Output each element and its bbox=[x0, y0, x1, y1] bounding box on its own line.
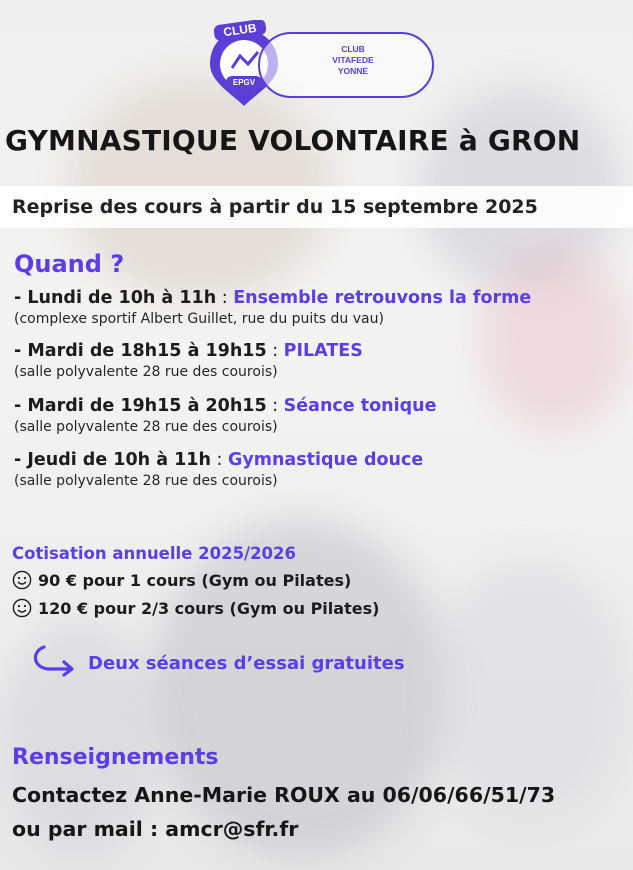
schedule-place: (salle polyvalente 28 rue des courois) bbox=[14, 419, 278, 435]
curved-arrow-icon bbox=[30, 643, 80, 677]
page-title: GYMNASTIQUE VOLONTAIRE à GRON bbox=[5, 124, 581, 157]
schedule-sep: : bbox=[216, 288, 234, 308]
price-item bbox=[12, 570, 351, 590]
schedule-sep: : bbox=[266, 396, 284, 416]
schedule-item bbox=[14, 341, 624, 380]
schedule-activity: Gymnastique douce bbox=[227, 450, 424, 470]
contact-phone: Contactez Anne-Marie ROUX au 06/06/66/51/73 bbox=[12, 783, 556, 807]
logo-line-3: YONNE bbox=[337, 66, 369, 76]
subtitle: Reprise des cours à partir du 15 septembre 2025 bbox=[12, 196, 538, 218]
smiley-icon bbox=[12, 598, 32, 618]
cotisation-heading: Cotisation annuelle 2025/2026 bbox=[12, 544, 296, 563]
schedule-when: - Lundi de 10h à 11h bbox=[14, 288, 217, 308]
schedule-sep: : bbox=[266, 341, 284, 361]
schedule-when: - Mardi de 18h15 à 19h15 bbox=[14, 341, 267, 361]
badge-text: CLUB bbox=[222, 20, 258, 40]
price-text: 90 € pour 1 cours (Gym ou Pilates) bbox=[38, 571, 352, 590]
logo-line-2: VITAFEDE bbox=[332, 55, 374, 65]
schedule-activity: PILATES bbox=[283, 341, 363, 361]
schedule-when: - Mardi de 19h15 à 20h15 bbox=[14, 396, 267, 416]
quand-heading: Quand ? bbox=[14, 250, 125, 278]
schedule-sep: : bbox=[210, 450, 228, 470]
schedule-item bbox=[14, 396, 624, 435]
smiley-icon bbox=[12, 570, 32, 590]
schedule-place: (salle polyvalente 28 rue des courois) bbox=[14, 473, 278, 489]
essai-text: Deux séances d’essai gratuites bbox=[88, 653, 405, 674]
schedule-item bbox=[14, 450, 624, 489]
contact-email: ou par mail : amcr@sfr.fr bbox=[12, 817, 299, 841]
schedule-when: - Jeudi de 10h à 11h bbox=[14, 450, 211, 470]
renseignements-heading: Renseignements bbox=[12, 745, 219, 770]
schedule-place: (salle polyvalente 28 rue des courois) bbox=[14, 364, 278, 380]
logo-line-1: CLUB bbox=[341, 44, 365, 54]
club-logo bbox=[198, 10, 438, 120]
price-text: 120 € pour 2/3 cours (Gym ou Pilates) bbox=[38, 599, 380, 618]
schedule-item bbox=[14, 288, 624, 327]
price-item bbox=[12, 598, 379, 618]
logo-club-name bbox=[308, 44, 398, 77]
schedule-activity: Ensemble retrouvons la forme bbox=[233, 288, 532, 308]
schedule-activity: Séance tonique bbox=[283, 396, 437, 416]
pin-text: EPGV bbox=[232, 78, 256, 87]
schedule-place: (complexe sportif Albert Guillet, rue du puits du vau) bbox=[14, 311, 384, 327]
